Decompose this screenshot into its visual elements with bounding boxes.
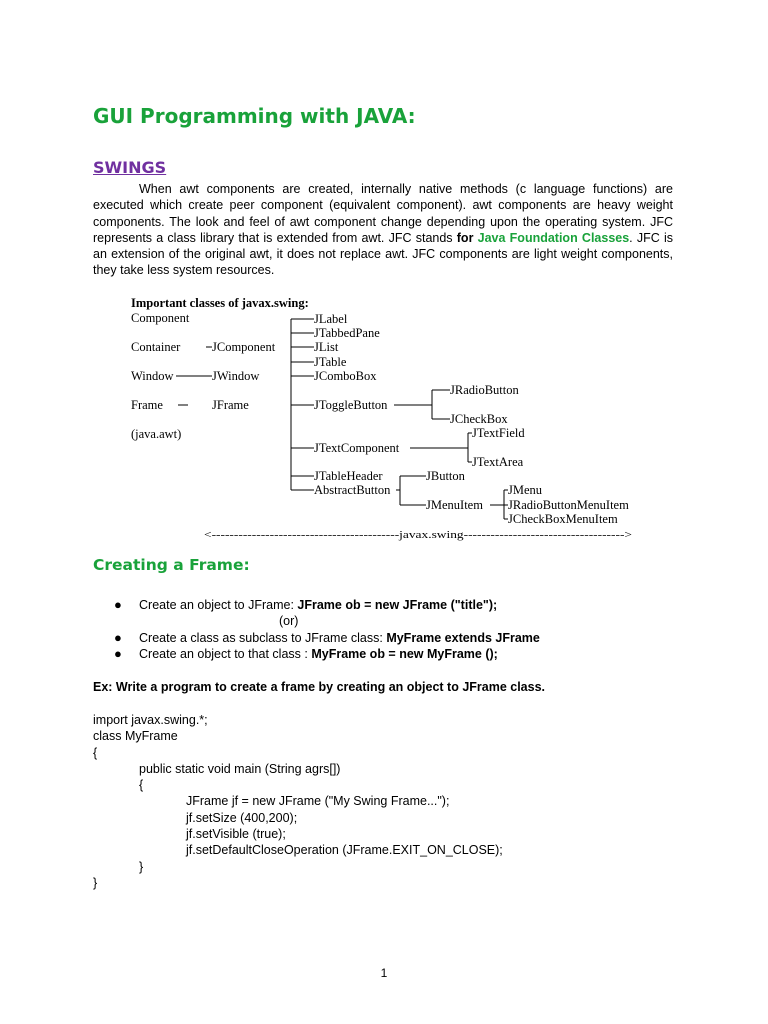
intro-for: for	[456, 230, 474, 245]
list-item: ● Create an object to JFrame: JFrame ob = new JFrame ("title");	[114, 597, 498, 612]
diagram-heading: Important classes of javax.swing:	[131, 296, 309, 310]
jlist: JList	[314, 340, 339, 354]
or-separator: (or)	[279, 614, 299, 629]
code-line: {	[93, 745, 98, 760]
bullet-icon: ●	[114, 645, 122, 661]
jcomponent: JComponent	[212, 340, 276, 354]
code-line: }	[139, 859, 144, 874]
frame-creation-list	[114, 597, 674, 662]
jcheckboxmenuitem: JCheckBoxMenuItem	[508, 512, 618, 526]
code-line: class MyFrame	[93, 729, 178, 744]
page-title: GUI Programming with JAVA:	[93, 104, 416, 128]
jtextcomponent: JTextComponent	[314, 441, 400, 455]
page-number: 1	[380, 966, 388, 980]
jtable: JTable	[314, 355, 347, 369]
jtogglebutton: JToggleButton	[314, 398, 388, 412]
awt-container: Container	[131, 340, 181, 354]
intro-text-1: When awt components are created, internally native methods (c language functions) are executed which create peer component (equivalent component). awt components are heavy weight components. The look and feel of awt component change depending upon the operating system. JFC represents a class library that is extended from awt. JFC stands	[93, 182, 673, 245]
code-line: {	[139, 778, 144, 793]
jtextarea: JTextArea	[472, 455, 524, 469]
jtabbedpane: JTabbedPane	[314, 326, 380, 340]
javax-swing-range: <------------------------------------------javax.swing------------------------------------>	[204, 529, 632, 541]
jcheckbox: JCheckBox	[450, 412, 508, 426]
jtextfield: JTextField	[472, 426, 525, 440]
jbutton: JButton	[426, 469, 465, 483]
awt-frame: Frame	[131, 398, 163, 412]
code-line: public static void main (String agrs[])	[139, 761, 341, 776]
code-line: import javax.swing.*;	[93, 713, 208, 727]
intro-text-2: . JFC is an extension of the original awt, it does not replace awt. JFC components are light weight components, they take less system resources.	[93, 230, 673, 278]
awt-component: Component	[131, 311, 190, 325]
jmenuitem: JMenuItem	[426, 498, 483, 512]
code-line: }	[93, 875, 98, 890]
jmenu: JMenu	[508, 483, 543, 497]
code-line: JFrame jf = new JFrame ("My Swing Frame...");	[186, 794, 450, 809]
jradiobutton: JRadioButton	[450, 383, 519, 397]
jwindow: JWindow	[212, 369, 260, 383]
abstractbutton: AbstractButton	[314, 483, 391, 497]
jframe: JFrame	[212, 398, 249, 412]
jradiobuttonmenuitem: JRadioButtonMenuItem	[508, 498, 629, 512]
jcombobox: JComboBox	[314, 369, 377, 383]
jfc-name: Java Foundation Classes	[477, 230, 630, 245]
code-line: jf.setDefaultCloseOperation (JFrame.EXIT_ON_CLOSE);	[186, 843, 503, 858]
awt-window: Window	[131, 369, 174, 383]
bullet-icon: ●	[114, 597, 122, 612]
code-line: jf.setSize (400,200);	[186, 810, 298, 825]
list-item: ● Create a class as subclass to JFrame class: MyFrame extends JFrame	[114, 629, 540, 645]
jlabel: JLabel	[314, 312, 348, 326]
creating-frame-heading: Creating a Frame:	[93, 556, 250, 574]
list-item: ● Create an object to that class : MyFrame ob = new MyFrame ();	[114, 645, 498, 661]
example-heading: Ex: Write a program to create a frame by creating an object to JFrame class.	[93, 680, 546, 694]
swing-class-hierarchy-diagram	[128, 292, 648, 547]
section-heading-swings: SWINGS	[93, 158, 167, 177]
code-line: jf.setVisible (true);	[186, 827, 286, 842]
java-awt-label: (java.awt)	[131, 427, 182, 441]
bullet-icon: ●	[114, 629, 122, 645]
code-listing	[93, 712, 503, 891]
jtableheader: JTableHeader	[314, 469, 383, 483]
intro-paragraph	[93, 181, 673, 279]
